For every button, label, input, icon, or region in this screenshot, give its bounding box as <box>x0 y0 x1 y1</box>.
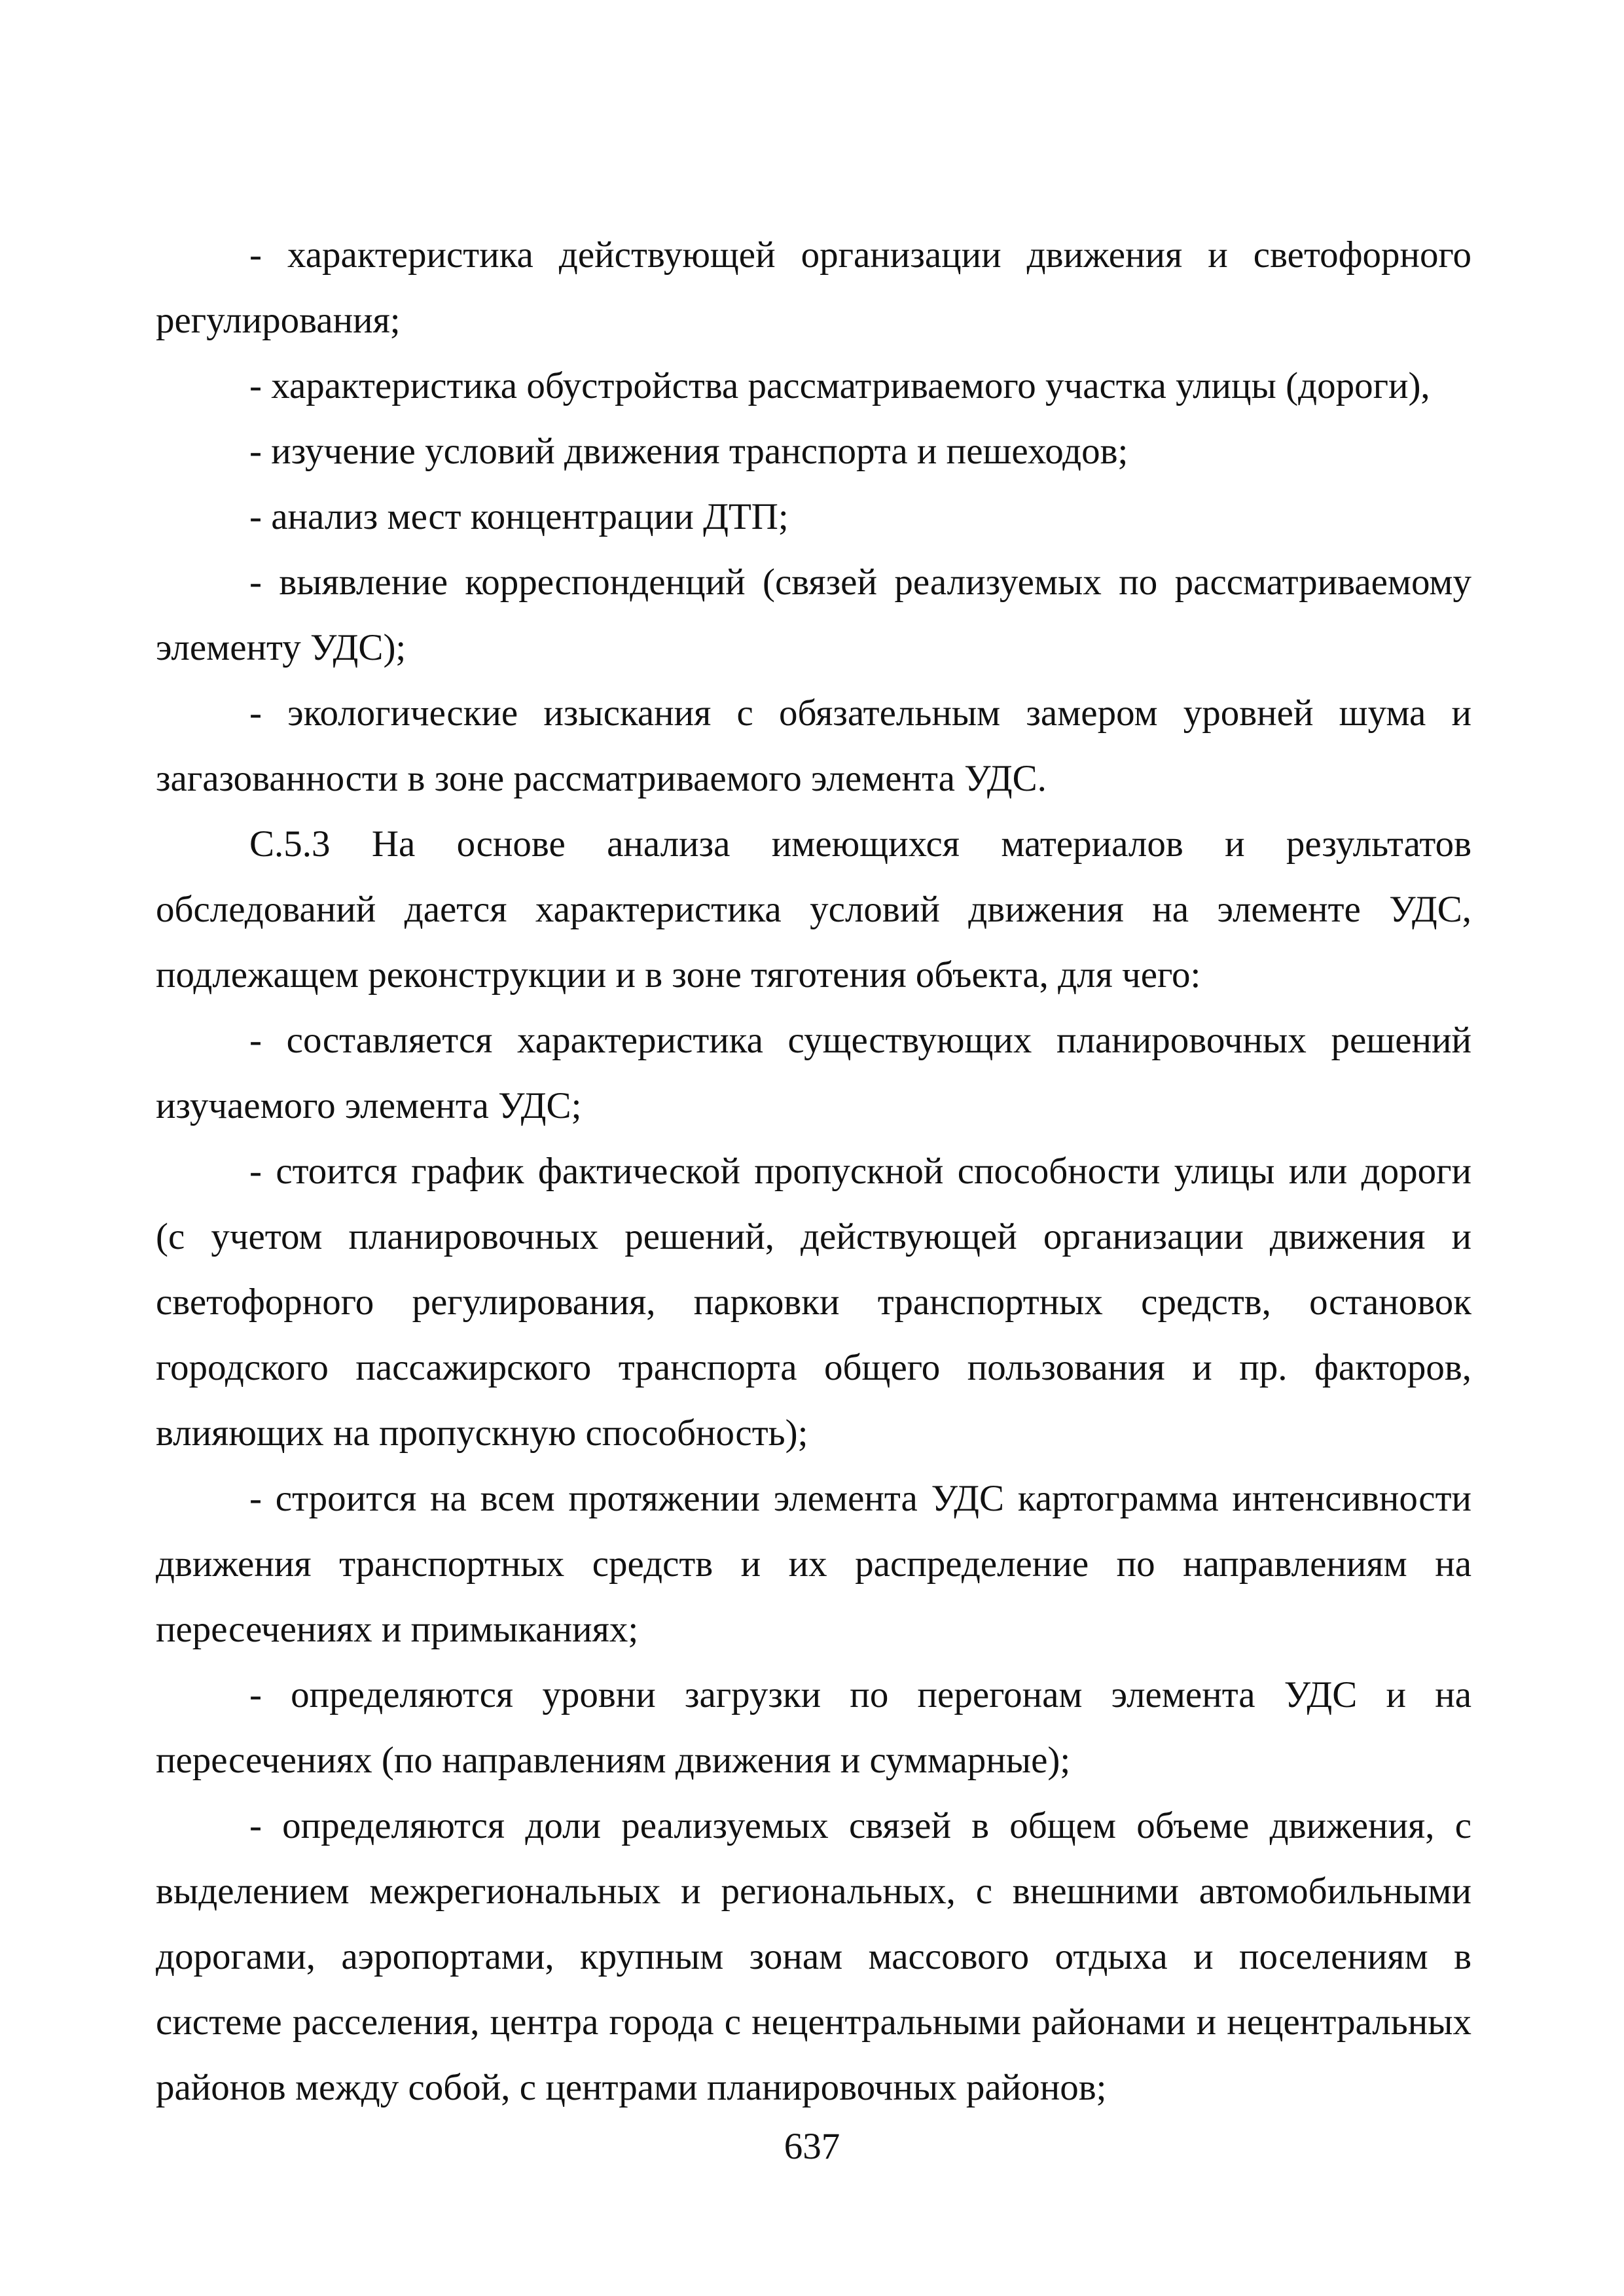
paragraph-8: - составляется характеристика существующих планировочных решений изучаемого элемента УДС; <box>156 1020 1471 1126</box>
paragraph-5: - выявление корреспонденций (связей реализуемых по рассматриваемому элементу УДС); <box>156 562 1471 668</box>
body-text <box>156 223 1471 2121</box>
paragraph-1: - характеристика действующей организации движения и светофорного регулирования; <box>156 234 1471 341</box>
paragraph-4: - анализ мест концентрации ДТП; <box>249 496 789 537</box>
paragraph-7: С.5.3 На основе анализа имеющихся материалов и результатов обследований дается характеристика условий движения на элементе УДС, подлежащем реконструкции и в зоне тяготения объекта, для чего: <box>156 823 1471 996</box>
paragraph-3: - изучение условий движения транспорта и пешеходов; <box>249 431 1128 472</box>
page-number: 637 <box>784 2126 840 2167</box>
paragraph-6: - экологические изыскания с обязательным замером уровней шума и загазованности в зоне рассматриваемого элемента УДС. <box>156 692 1471 799</box>
paragraph-10: - строится на всем протяжении элемента УДС картограмма интенсивности движения транспортных средств и их распределение по направлениям на пересечениях и примыканиях; <box>156 1478 1471 1650</box>
paragraph-12: - определяются доли реализуемых связей в общем объеме движения, с выделением межрегиональных и региональных, с внешними автомобильными дорогами, аэропортами, крупным зонам массового отдыха и поселениям в системе расселения, центра города с нецентральными районами и нецентральных районов между собой, с центрами планировочных районов; <box>156 1805 1471 2108</box>
paragraph-9: - стоится график фактической пропускной способности улицы или дороги (с учетом планировочных решений, действующей организации движения и светофорного регулирования, парковки транспортных средств, остановок городского пассажирского транспорта общего пользования и пр. факторов, влияющих на пропускную способность); <box>156 1151 1471 1454</box>
paragraph-11: - определяются уровни загрузки по перегонам элемента УДС и на пересечениях (по направлениям движения и суммарные); <box>156 1674 1471 1781</box>
paragraph-2: - характеристика обустройства рассматриваемого участка улицы (дороги), <box>249 365 1430 406</box>
